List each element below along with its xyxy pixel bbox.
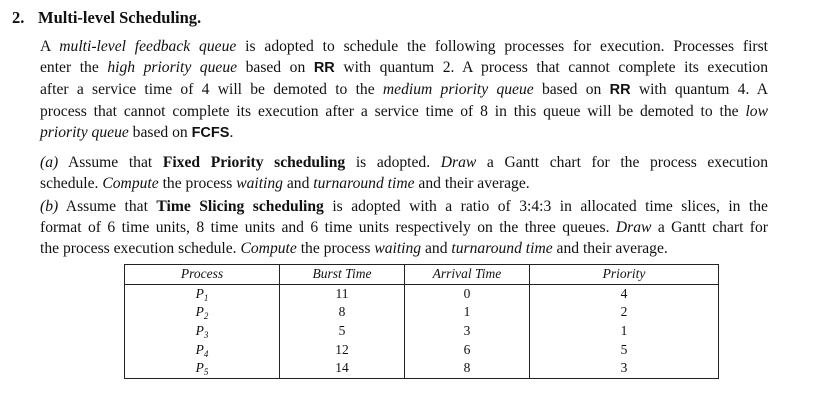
part-a-line-1: (a) Assume that Fixed Priority scheduling is adopted. Draw a Gantt chart for the process execution [40,154,769,171]
part-b-line-1: (b) Assume that Time Slicing scheduling is adopted with a ratio of 3:4:3 in allocated time slices, in the [40,198,768,215]
intro-line-3: after a service time of 4 will be demoted to the medium priority queue based on RR with quantum 4. A [40,81,769,98]
question-number: 2. [12,8,25,27]
intro-line-1: A multi-level feedback queue is adopted to schedule the following processes for execution. Processes first [40,38,768,55]
arrival-cell: 1 [405,303,530,322]
process-cell: $P_3$ [125,322,280,341]
intro-line-4: process that cannot complete its execution after a service time of 8 in this queue will be demoted to the low [40,103,768,120]
part-a-line-2: schedule. Compute the process waiting and turnaround time and their average. [40,175,530,192]
table-row [125,303,719,322]
part-b-paragraph [40,196,768,259]
burst-cell: 8 [280,303,405,322]
header-process: Process [125,265,280,285]
burst-cell: 14 [280,359,405,378]
table-header-row [125,265,719,285]
table-row [125,284,719,303]
part-b-line-2: format of 6 time units, 8 time units and 6 time units respectively on the three queues. Draw a Gantt chart for [40,219,768,236]
burst-cell: 12 [280,340,405,359]
question-heading [12,8,201,28]
burst-cell: 5 [280,322,405,341]
intro-line-2: enter the high priority queue based on RR with quantum 2. A process that cannot complete its execution [40,59,769,76]
process-cell: $P_1$ [125,284,280,303]
table-row [125,359,719,378]
header-burst-time: Burst Time [280,265,405,285]
arrival-cell: 6 [405,340,530,359]
intro-paragraph [40,36,768,144]
arrival-cell: 0 [405,284,530,303]
priority-cell: 3 [530,359,719,378]
header-arrival-time: Arrival Time [405,265,530,285]
table-row [125,340,719,359]
process-cell: $P_2$ [125,303,280,322]
part-a-paragraph [40,152,768,194]
priority-cell: 5 [530,340,719,359]
question-title: Multi-level Scheduling. [38,8,202,27]
table-row [125,322,719,341]
part-b-line-3: the process execution schedule. Compute the process waiting and turnaround time and their average. [40,240,668,257]
intro-line-5: priority queue based on FCFS. [40,124,234,141]
header-priority: Priority [530,265,719,285]
priority-cell: 4 [530,284,719,303]
priority-cell: 2 [530,303,719,322]
arrival-cell: 3 [405,322,530,341]
arrival-cell: 8 [405,359,530,378]
priority-cell: 1 [530,322,719,341]
process-cell: $P_4$ [125,340,280,359]
process-table [124,264,719,379]
burst-cell: 11 [280,284,405,303]
process-cell: $P_5$ [125,359,280,378]
